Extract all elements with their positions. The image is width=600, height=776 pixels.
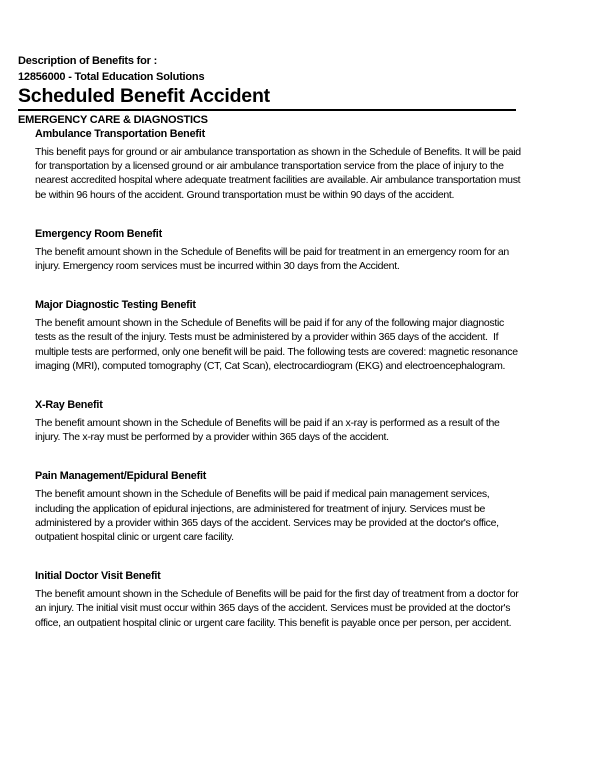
benefit-heading: Initial Doctor Visit Benefit	[35, 570, 161, 583]
benefit-body: This benefit pays for ground or air ambulance transportation as shown in the Schedule of Benefits. It will be paid for transportation by a licensed ground or air ambulance transportation service from the place of injury to the nearest accredited hospital where adequate treatment facilities are available. Air ambulance transportation must be within 96 hours of the accident. Ground transportation must be within 90 days of the accident.	[35, 146, 524, 201]
benefit-body: The benefit amount shown in the Schedule of Benefits will be paid for the first day of treatment from a doctor for an injury. The initial visit must occur within 365 days of the accident. Services must be provided at the doctor's office, an outpatient hospital clinic or urgent care facility. This benefit is payable once per person, per accident.	[35, 588, 522, 629]
benefit-section-initial-doctor-visit	[35, 570, 600, 630]
benefit-section-pain-management-epidural	[35, 470, 600, 544]
benefit-heading: X-Ray Benefit	[35, 399, 103, 412]
benefit-body: The benefit amount shown in the Schedule of Benefits will be paid for treatment in an emergency room for an injury. Emergency room services must be incurred within 30 days from the Accident.	[35, 245, 512, 273]
benefit-section-emergency-room	[35, 228, 600, 273]
category-heading: EMERGENCY CARE & DIAGNOSTICS	[18, 114, 208, 126]
intro-label: Description of Benefits for :	[18, 55, 158, 67]
benefit-body: The benefit amount shown in the Schedule of Benefits will be paid if medical pain management services, including the application of epidural injections, are administered for treatment of injury. Services must be administered by a provider within 365 days of the accident. Services may be provided at the doctor's office, outpatient hospital clinic or urgent care facility.	[35, 488, 502, 544]
benefit-body: The benefit amount shown in the Schedule of Benefits will be paid if an x-ray is performed as a result of the injury. The x-ray must be performed by a provider within 365 days of the accident.	[35, 417, 503, 444]
benefit-heading: Pain Management/Epidural Benefit	[35, 470, 207, 483]
account-line: 12856000 - Total Education Solutions	[18, 71, 205, 83]
page-title: Scheduled Benefit Accident	[18, 86, 516, 111]
benefit-section-x-ray	[35, 399, 600, 444]
benefit-heading: Ambulance Transportation Benefit	[35, 128, 205, 140]
benefit-heading: Major Diagnostic Testing Benefit	[35, 299, 196, 312]
benefit-body: The benefit amount shown in the Schedule of Benefits will be paid if for any of the following major diagnostic tests as the result of the injury. Tests must be administered by a provider within 365 days of the accident. If multiple tests are performed, only one benefit will be paid. The following tests are covered: magnetic resonance imaging (MRI), computed tomography (CT, Cat Scan), electrocardiogram (EKG) and electroencephalogram.	[35, 317, 521, 372]
benefit-section-major-diagnostic-testing	[35, 299, 600, 373]
benefit-heading: Emergency Room Benefit	[35, 227, 162, 240]
benefit-section-ambulance-transportation	[35, 128, 600, 202]
